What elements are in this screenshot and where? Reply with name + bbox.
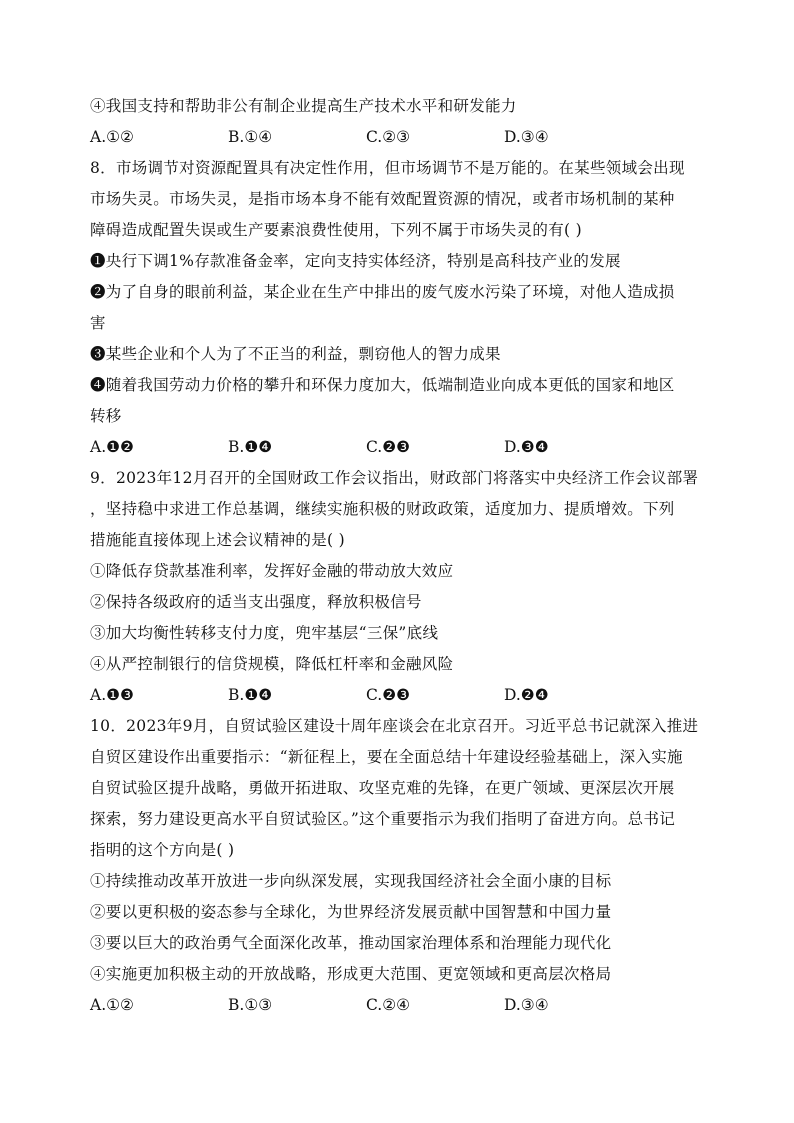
question-content <box>90 91 710 1021</box>
text-line: ③加大均衡性转移支付力度，兜牢基层“三保”底线 <box>90 624 439 642</box>
text-line: ，坚持稳中求进工作总基调，继续实施积极的财政政策，适度加力、提质增效。下列 <box>90 500 675 518</box>
text-line: 8．市场调节对资源配置具有决定性作用，但市场调节不是万能的。在某些领域会出现 <box>90 159 685 177</box>
text-line: ②要以更积极的姿态参与全球化，为世界经济发展贡献中国智慧和中国力量 <box>90 903 612 921</box>
text-line: ④从严控制银行的信贷规模，降低杠杆率和金融风险 <box>90 655 454 673</box>
text-line: 障碍造成配置失误或生产要素浪费性使用，下列不属于市场失灵的有( ) <box>90 221 582 239</box>
answer-option: B.①③ <box>228 996 273 1014</box>
answer-option: D.❷❹ <box>504 686 549 704</box>
text-line: 指明的这个方向是( ) <box>90 841 235 859</box>
text-line: ③要以巨大的政治勇气全面深化改革，推动国家治理体系和治理能力现代化 <box>90 934 612 952</box>
text-line: 探索，努力建设更高水平自贸试验区。”这个重要指示为我们指明了奋进方向。总书记 <box>90 810 676 828</box>
answer-option: B.❶❹ <box>228 438 273 456</box>
text-line: 9．2023年12月召开的全国财政工作会议指出，财政部门将落实中央经济工作会议部署 <box>90 469 699 487</box>
text-line: ④我国支持和帮助非公有制企业提高生产技术水平和研发能力 <box>90 97 517 115</box>
text-line: 害 <box>90 314 106 332</box>
answer-option: D.③④ <box>504 996 549 1014</box>
text-line: ④实施更加积极主动的开放战略，形成更大范围、更宽领域和更高层次格局 <box>90 965 612 983</box>
answer-option: C.②③ <box>366 128 411 146</box>
answer-option: A.①② <box>90 996 134 1014</box>
text-line: ②保持各级政府的适当支出强度，释放积极信号 <box>90 593 422 611</box>
answer-option: C.②④ <box>366 996 411 1014</box>
text-line: ❶央行下调1%存款准备金率，定向支持实体经济，特别是高科技产业的发展 <box>90 252 621 270</box>
text-line: 自贸区建设作出重要指示：“新征程上，要在全面总结十年建设经验基础上，深入实施 <box>90 748 683 766</box>
answer-options-row <box>90 990 710 1021</box>
answer-option: C.❷❸ <box>366 438 411 456</box>
answer-options-row <box>90 432 710 463</box>
answer-options-row <box>90 122 710 153</box>
text-line: 转移 <box>90 407 122 425</box>
answer-options-row <box>90 680 710 711</box>
answer-option: C.❷❸ <box>366 686 411 704</box>
text-line: ❸某些企业和个人为了不正当的利益，剽窃他人的智力成果 <box>90 345 501 363</box>
text-line: ❹随着我国劳动力价格的攀升和环保力度加大，低端制造业向成本更低的国家和地区 <box>90 376 675 394</box>
text-line: ①持续推动改革开放进一步向纵深发展，实现我国经济社会全面小康的目标 <box>90 872 612 890</box>
text-line: 10．2023年9月，自贸试验区建设十周年座谈会在北京召开。习近平总书记就深入推进 <box>90 717 699 735</box>
answer-option: A.❶❷ <box>90 438 134 456</box>
text-line: ❷为了自身的眼前利益，某企业在生产中排出的废气废水污染了环境，对他人造成损 <box>90 283 675 301</box>
text-line: 自贸试验区提升战略，勇做开拓进取、攻坚克难的先锋，在更广领域、更深层次开展 <box>90 779 675 797</box>
answer-option: A.①② <box>90 128 134 146</box>
text-line: 市场失灵。市场失灵，是指市场本身不能有效配置资源的情况，或者市场机制的某种 <box>90 190 675 208</box>
answer-option: A.❶❸ <box>90 686 134 704</box>
answer-option: D.❸❹ <box>504 438 549 456</box>
answer-option: B.①④ <box>228 128 273 146</box>
answer-option: D.③④ <box>504 128 549 146</box>
answer-option: B.❶❹ <box>228 686 273 704</box>
text-line: 措施能直接体现上述会议精神的是( ) <box>90 531 345 549</box>
text-line: ①降低存贷款基准利率，发挥好金融的带动放大效应 <box>90 562 454 580</box>
